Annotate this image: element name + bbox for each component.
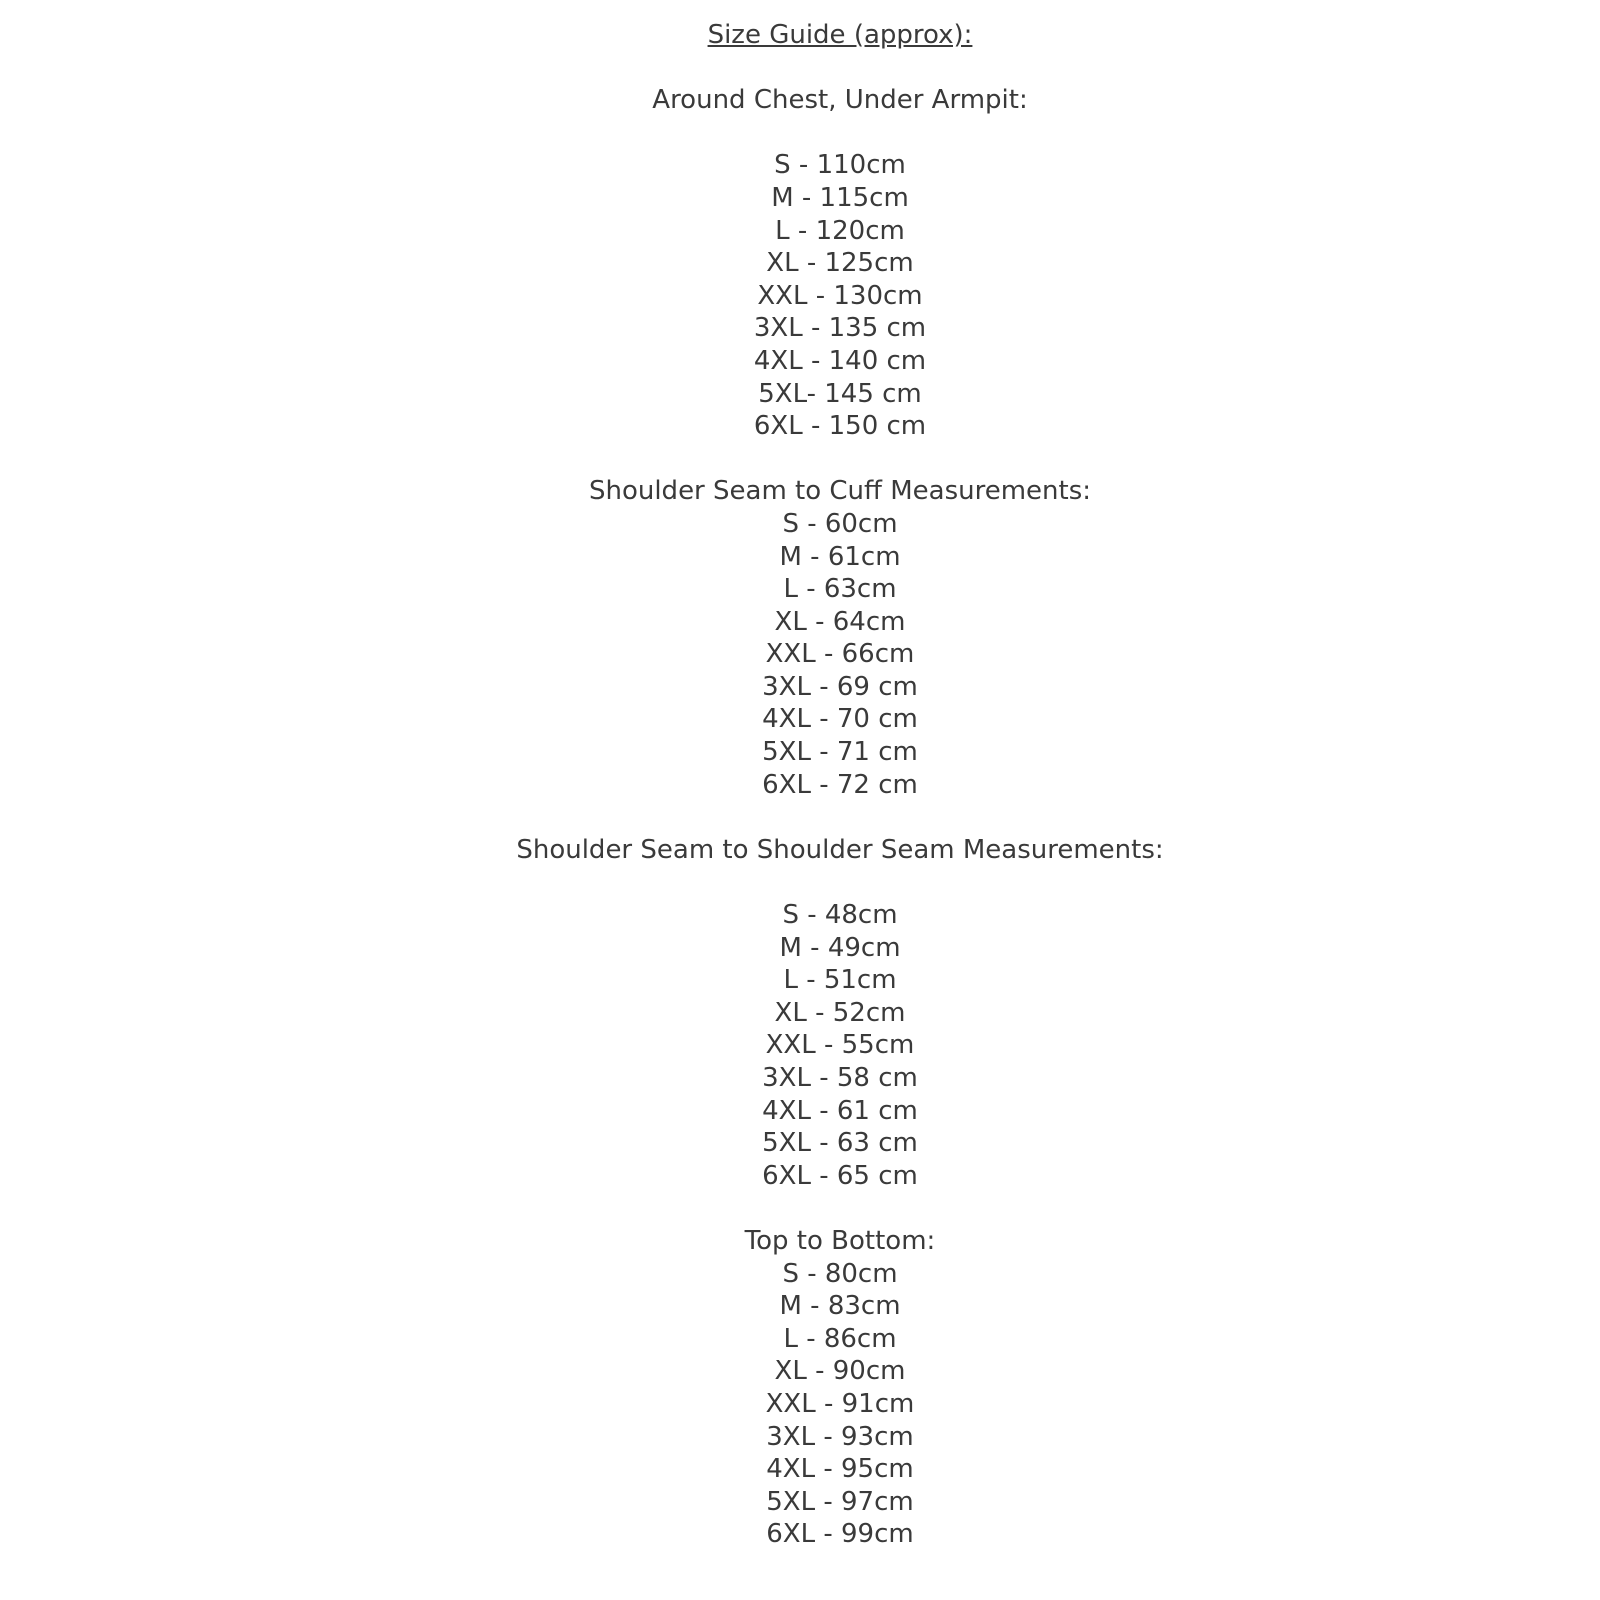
- size-row: S - 80cm: [782, 1258, 898, 1289]
- spacer: [80, 117, 1600, 150]
- size-row: 3XL - 135 cm: [753, 313, 927, 344]
- spacer: [80, 52, 1600, 85]
- size-row: L - 120cm: [775, 215, 905, 246]
- section-heading-top-to-bottom: Top to Bottom:: [744, 1225, 936, 1256]
- size-row: 5XL - 71 cm: [762, 737, 918, 768]
- size-row: 3XL - 58 cm: [762, 1063, 918, 1093]
- size-guide-document: [80, 0, 1600, 1551]
- size-row: XXL - 130cm: [757, 280, 923, 311]
- spacer: [80, 801, 1600, 834]
- size-row: 3XL - 69 cm: [762, 671, 918, 702]
- size-row: 4XL - 61 cm: [762, 1095, 918, 1126]
- spacer: [80, 866, 1600, 899]
- size-row: 6XL - 65 cm: [762, 1160, 918, 1191]
- spacer: [80, 1192, 1600, 1225]
- size-row: 5XL- 145 cm: [758, 378, 922, 409]
- spacer: [80, 443, 1600, 476]
- size-row: M - 115cm: [771, 182, 909, 213]
- page-title: Size Guide (approx):: [707, 20, 973, 50]
- section-heading-shoulder-to-shoulder: Shoulder Seam to Shoulder Seam Measurements:: [516, 834, 1164, 865]
- size-row: XXL - 55cm: [765, 1030, 915, 1061]
- size-row: XL - 52cm: [774, 997, 906, 1028]
- size-row: 4XL - 95cm: [766, 1454, 914, 1485]
- size-row: L - 51cm: [783, 965, 897, 996]
- size-row: 6XL - 150 cm: [753, 411, 927, 442]
- size-row: 5XL - 63 cm: [762, 1128, 918, 1159]
- size-row: 6XL - 99cm: [766, 1519, 914, 1550]
- size-row: 4XL - 140 cm: [753, 345, 927, 376]
- size-row: S - 48cm: [782, 900, 898, 931]
- size-row: 4XL - 70 cm: [762, 704, 918, 735]
- size-row: L - 86cm: [783, 1323, 897, 1354]
- size-row: XL - 125cm: [766, 248, 914, 279]
- size-row: XXL - 66cm: [765, 639, 915, 670]
- size-row: S - 60cm: [782, 508, 898, 539]
- size-row: XL - 90cm: [774, 1356, 906, 1387]
- size-row: S - 110cm: [774, 150, 906, 181]
- section-heading-around-chest: Around Chest, Under Armpit:: [652, 85, 1028, 116]
- section-heading-shoulder-to-cuff: Shoulder Seam to Cuff Measurements:: [588, 476, 1092, 507]
- size-row: 6XL - 72 cm: [762, 769, 918, 800]
- size-row: XXL - 91cm: [765, 1388, 915, 1419]
- size-row: L - 63cm: [783, 574, 897, 605]
- size-row: M - 83cm: [779, 1291, 901, 1322]
- size-row: 3XL - 93cm: [766, 1421, 914, 1452]
- size-row: M - 61cm: [779, 541, 901, 572]
- size-row: M - 49cm: [779, 932, 901, 963]
- size-row: 5XL - 97cm: [766, 1486, 914, 1517]
- size-row: XL - 64cm: [774, 606, 906, 637]
